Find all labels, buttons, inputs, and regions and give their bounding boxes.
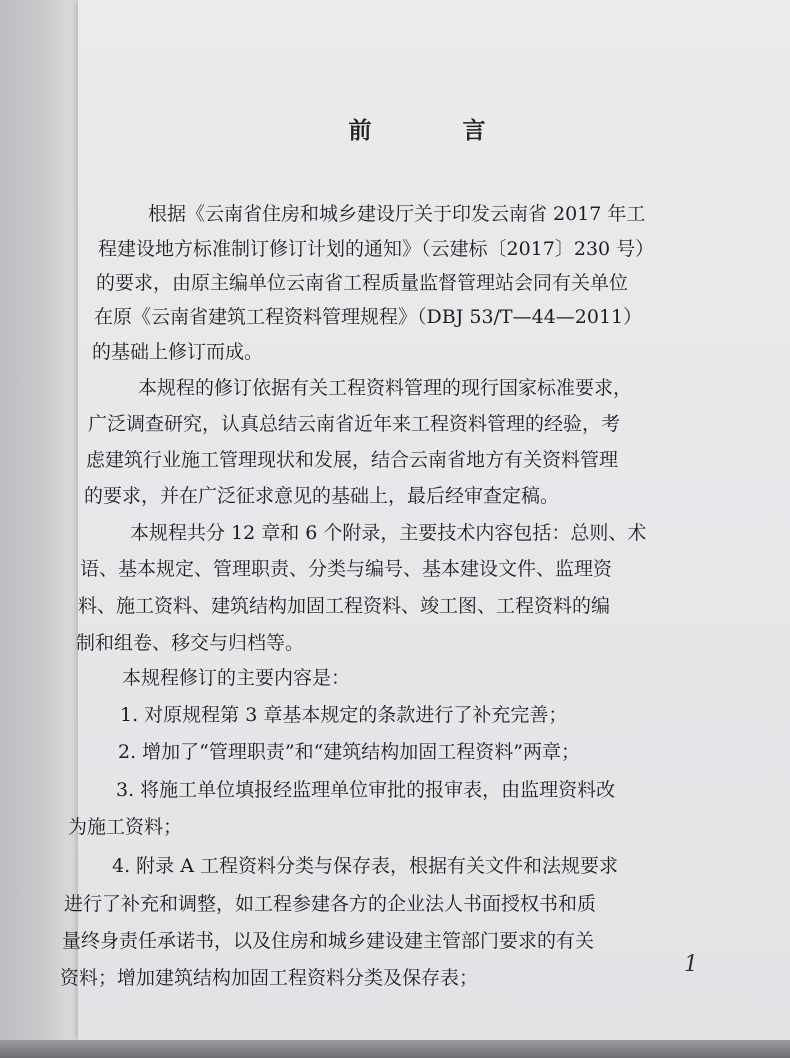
text-line: 本规程的修订依据有关工程资料管理的现行国家标准要求，: [138, 377, 633, 399]
text-line: 本规程修订的主要内容是：: [122, 667, 351, 689]
page-number: 1: [684, 952, 698, 977]
text-line: 语、基本规定、管理职责、分类与编号、基本建设文件、监理资: [80, 558, 613, 580]
text-line: 虑建筑行业施工管理现状和发展，结合云南省地方有关资料管理: [86, 449, 619, 471]
text-line: 为施工资料；: [68, 816, 183, 838]
text-line: 制和组卷、移交与归档等。: [76, 632, 305, 654]
bottom-edge: [0, 1040, 790, 1058]
text-line: 的基础上修订而成。: [92, 341, 264, 363]
page-title: 前 言: [348, 118, 520, 144]
book-page: [78, 0, 790, 1040]
text-line: 程建设地方标准制订修订计划的通知》（云建标〔2017〕230 号）: [98, 238, 655, 260]
text-line: 量终身责任承诺书，以及住房和城乡建设建主管部门要求的有关: [62, 930, 595, 952]
list-item: 2. 增加了“管理职责”和“建筑结构加固工程资料”两章；: [118, 741, 581, 763]
text-line: 根据《云南省住房和城乡建设厅关于印发云南省 2017 年工: [148, 203, 646, 225]
text-line: 进行了补充和调整，如工程参建各方的企业法人书面授权书和质: [64, 893, 597, 915]
text-line: 料、施工资料、建筑结构加固工程资料、竣工图、工程资料的编: [78, 595, 611, 617]
text-line: 本规程共分 12 章和 6 个附录，主要技术内容包括：总则、术: [130, 522, 647, 544]
list-item: 1. 对原规程第 3 章基本规定的条款进行了补充完善；: [120, 704, 568, 726]
text-line: 资料；增加建筑结构加固工程资料分类及保存表；: [60, 967, 479, 989]
list-item: 3. 将施工单位填报经监理单位审批的报审表，由监理资料改: [116, 779, 616, 801]
text-line: 的要求，由原主编单位云南省工程质量监督管理站会同有关单位: [96, 272, 629, 294]
text-line: 广泛调查研究，认真总结云南省近年来工程资料管理的经验，考: [88, 413, 621, 435]
list-item: 4. 附录 A 工程资料分类与保存表，根据有关文件和法规要求: [112, 855, 618, 877]
text-line: 的要求，并在广泛征求意见的基础上，最后经审查定稿。: [84, 485, 560, 507]
text-line: 在原《云南省建筑工程资料管理规程》（DBJ 53/T—44—2011）: [94, 306, 643, 328]
